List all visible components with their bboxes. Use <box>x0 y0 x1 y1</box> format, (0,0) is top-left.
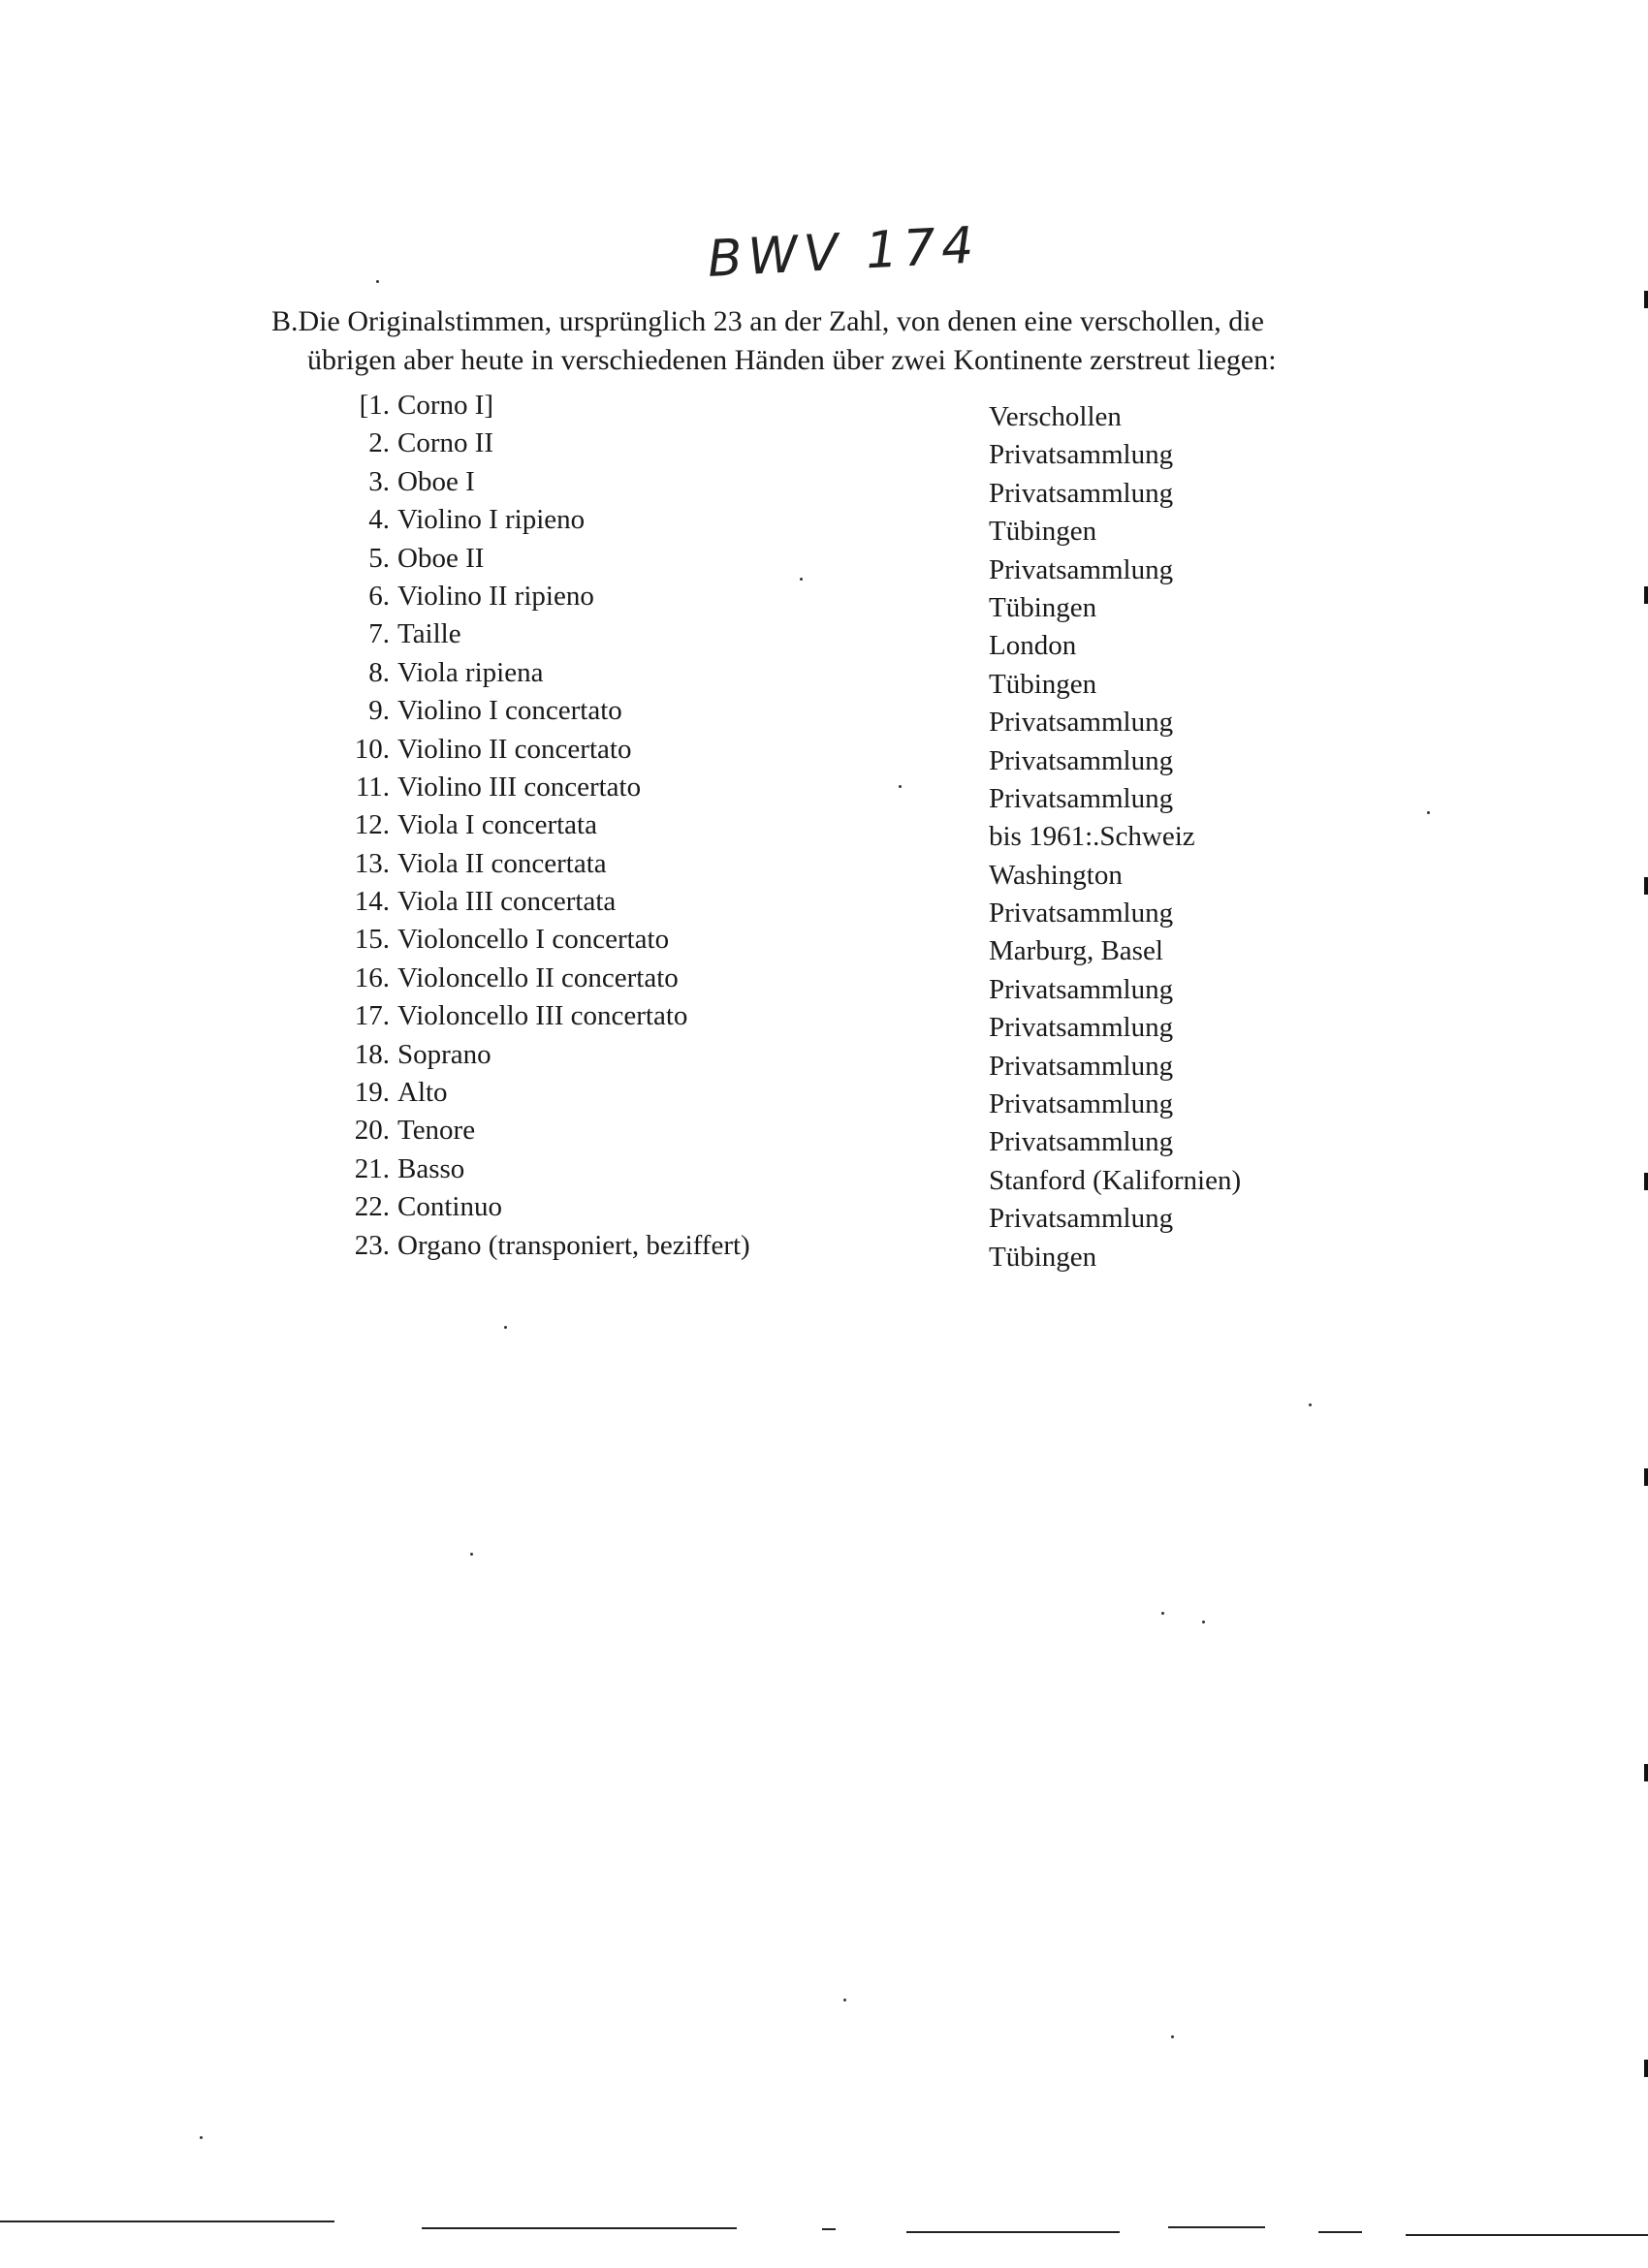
part-row <box>339 618 1309 662</box>
part-number: 7. <box>368 618 390 650</box>
part-number: 3. <box>368 465 390 497</box>
part-row <box>339 1152 1309 1196</box>
part-row <box>339 390 1309 432</box>
edge-mark <box>1644 877 1648 895</box>
part-location: Privatsammlung <box>989 1050 1174 1082</box>
part-number: 4. <box>368 504 390 536</box>
part-number: 15. <box>354 924 390 956</box>
part-location: Washington <box>989 859 1123 891</box>
part-name: Organo (transponiert, beziffert) <box>397 1229 750 1261</box>
part-name: Oboe II <box>397 542 485 574</box>
part-number: 17. <box>354 1000 390 1032</box>
part-location: Privatsammlung <box>989 707 1174 739</box>
edge-mark <box>1644 586 1648 604</box>
edge-mark <box>1644 1764 1648 1781</box>
part-number: 12. <box>354 809 390 841</box>
part-row <box>339 1000 1309 1044</box>
bottom-rule <box>1318 2231 1362 2233</box>
handwritten-bwv-label: BWV 174 <box>706 216 981 289</box>
scan-speck <box>1309 1403 1312 1406</box>
part-name: Tenore <box>397 1115 476 1147</box>
part-row <box>339 580 1309 623</box>
part-number: 13. <box>354 847 390 879</box>
scan-speck <box>899 785 902 788</box>
part-row <box>339 465 1309 509</box>
part-number: 2. <box>368 427 390 459</box>
part-location: Privatsammlung <box>989 477 1174 509</box>
edge-mark <box>1644 291 1648 308</box>
bottom-rule <box>822 2228 836 2230</box>
part-number: 18. <box>354 1038 390 1070</box>
part-location: Privatsammlung <box>989 1203 1174 1235</box>
part-name: Violino I ripieno <box>397 504 586 536</box>
part-number: 14. <box>354 886 390 918</box>
scan-speck <box>504 1326 507 1329</box>
part-location: Verschollen <box>989 401 1122 432</box>
intro-line-1: B.Die Originalstimmen, ursprünglich 23 an der Zahl, von denen eine verschollen, die <box>271 305 1264 337</box>
part-name: Soprano <box>397 1038 491 1070</box>
part-number: [1. <box>359 390 390 421</box>
scan-speck <box>1427 811 1430 814</box>
scan-speck <box>376 280 379 283</box>
part-name: Corno I] <box>397 390 494 421</box>
part-number: 11. <box>355 771 390 803</box>
part-location: Tübingen <box>989 1241 1097 1273</box>
part-location: Marburg, Basel <box>989 935 1163 967</box>
part-number: 16. <box>354 961 390 993</box>
part-row <box>339 809 1309 853</box>
part-name: Viola II concertata <box>397 847 607 879</box>
part-location: Privatsammlung <box>989 1012 1174 1044</box>
part-name: Continuo <box>397 1191 502 1223</box>
intro-line-2: übrigen aber heute in verschiedenen Händen über zwei Kontinente zerstreut liegen: <box>307 344 1277 376</box>
part-row <box>339 1077 1309 1120</box>
part-name: Violoncello I concertato <box>397 924 670 956</box>
scan-speck <box>1171 2035 1174 2038</box>
part-row <box>339 504 1309 548</box>
part-location: Tübingen <box>989 516 1097 548</box>
bottom-rule <box>906 2231 1120 2233</box>
part-number: 5. <box>368 542 390 574</box>
part-row <box>339 733 1309 776</box>
part-row <box>339 924 1309 967</box>
part-name: Viola I concertata <box>397 809 597 841</box>
part-number: 10. <box>354 733 390 765</box>
part-location: Privatsammlung <box>989 1088 1174 1120</box>
part-name: Alto <box>397 1077 448 1109</box>
part-name: Violoncello II concertato <box>397 961 679 993</box>
bottom-rule <box>0 2221 334 2222</box>
part-name: Violoncello III concertato <box>397 1000 688 1032</box>
scan-speck <box>200 2136 203 2139</box>
parts-list <box>339 390 1309 1273</box>
part-number: 21. <box>354 1152 390 1184</box>
part-number: 8. <box>368 656 390 688</box>
scan-speck <box>1161 1612 1164 1615</box>
part-location: Privatsammlung <box>989 744 1174 776</box>
part-name: Corno II <box>397 427 494 459</box>
part-location: Tübingen <box>989 668 1097 700</box>
part-location: Stanford (Kalifornien) <box>989 1164 1242 1196</box>
part-location: Privatsammlung <box>989 553 1174 585</box>
bottom-rule <box>1406 2234 1648 2236</box>
part-row <box>339 961 1309 1005</box>
part-row <box>339 542 1309 585</box>
part-name: Viola III concertata <box>397 886 617 918</box>
intro-paragraph <box>271 302 1396 380</box>
bottom-rule <box>1168 2226 1265 2228</box>
part-number: 6. <box>368 580 390 612</box>
part-name: Taille <box>397 618 461 650</box>
part-row <box>339 656 1309 700</box>
bottom-rule <box>422 2227 737 2229</box>
part-location: Privatsammlung <box>989 782 1174 814</box>
part-row <box>339 1115 1309 1158</box>
part-row <box>339 771 1309 814</box>
part-location: bis 1961:.Schweiz <box>989 821 1195 853</box>
part-location: Privatsammlung <box>989 1126 1174 1158</box>
part-row <box>339 695 1309 739</box>
part-name: Violino II ripieno <box>397 580 594 612</box>
part-row <box>339 847 1309 891</box>
part-name: Violino III concertato <box>397 771 642 803</box>
edge-mark <box>1644 2060 1648 2077</box>
part-number: 20. <box>354 1115 390 1147</box>
part-row <box>339 886 1309 929</box>
part-name: Violino II concertato <box>397 733 632 765</box>
part-location: Privatsammlung <box>989 898 1174 929</box>
part-location: London <box>989 630 1077 662</box>
part-location: Privatsammlung <box>989 439 1174 471</box>
scan-speck <box>843 1999 846 2001</box>
part-number: 9. <box>368 695 390 727</box>
part-number: 23. <box>354 1229 390 1261</box>
part-location: Privatsammlung <box>989 973 1174 1005</box>
scan-speck <box>1202 1621 1205 1623</box>
part-row <box>339 1038 1309 1082</box>
scan-speck <box>470 1553 473 1556</box>
part-number: 19. <box>354 1077 390 1109</box>
part-row <box>339 1229 1309 1273</box>
part-name: Viola ripiena <box>397 656 544 688</box>
part-location: Tübingen <box>989 591 1097 623</box>
edge-mark <box>1644 1468 1648 1486</box>
part-number: 22. <box>354 1191 390 1223</box>
part-row <box>339 427 1309 471</box>
part-name: Oboe I <box>397 465 475 497</box>
edge-mark <box>1644 1173 1648 1190</box>
part-row <box>339 1191 1309 1235</box>
scan-speck <box>800 578 803 581</box>
part-name: Violino I concertato <box>397 695 622 727</box>
part-name: Basso <box>397 1152 465 1184</box>
